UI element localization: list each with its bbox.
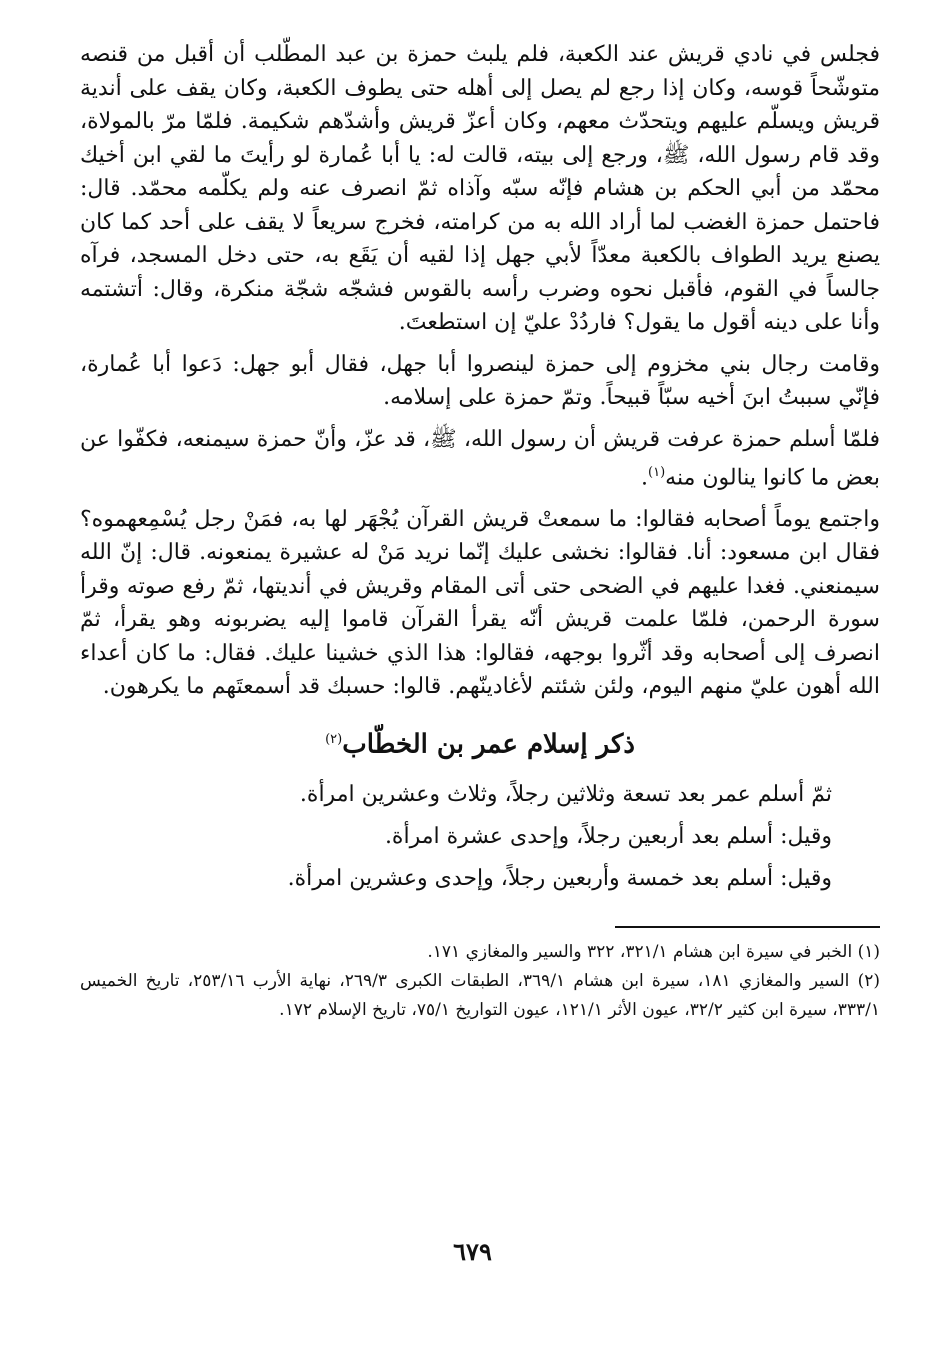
footnote-marker: (١) <box>648 465 666 480</box>
paragraph-text: فلمّا أسلم حمزة عرفت قريش أن رسول الله، ﷺ، قد عزّ، وأنّ حمزة سيمنعه، فكفّوا عن بعض ما كانوا ينالون منه <box>80 426 880 491</box>
body-paragraph: وقامت رجال بني مخزوم إلى حمزة لينصروا أبا جهل، فقال أبو جهل: دَعوا أبا عُمارة، فإنّي سببتُ ابنَ أخيه سبّاً قبيحاً. وتمّ حمزة على إسلامه. <box>80 351 880 410</box>
section-heading <box>325 716 635 769</box>
paragraph-end: . <box>641 465 649 491</box>
body-paragraph <box>80 423 880 495</box>
heading-text: ذكر إسلام عمر بن الخطّاب <box>342 729 635 760</box>
short-line: وقيل: أسلم بعد خمسة وأربعين رجلاً، وإحدى وعشرين امرأة. <box>287 866 832 892</box>
section-heading-wrap <box>80 716 880 769</box>
short-line: وقيل: أسلم بعد أربعين رجلاً، وإحدى عشرة امرأة. <box>384 824 832 850</box>
footnote: (٢) السير والمغازي ١٨١، سيرة ابن هشام ٣٦٩/١، الطبقات الكبرى ٢٦٩/٣، نهاية الأرب ٢٥٣/١٦، تاريخ الخميس ٣٣٣/١، سيرة ابن كثير ٣٢/٢، عيون الأثر ١٢١/١، عيون التواريخ ٧٥/١، تاريخ الإسلام ١٧٢. <box>80 971 880 1021</box>
book-page <box>80 38 880 1338</box>
body-paragraph: فجلس في نادي قريش عند الكعبة، فلم يلبث حمزة بن عبد المطّلب أن أقبل من قنصه متوشّحاً قوسه، وكان إذا رجع لم يصل إلى أهله حتى يطوف الكعبة، وكان يقف على أندية قريش ويسلّم عليهم ويتحدّث معهم، وكان أعزّ قريش وأشدّهم شكيمة. فلمّا مرّ بالمولاة، وقد قام رسول الله، ﷺ، ورجع إلى بيته، قالت له: يا أبا عُمارة لو رأيتَ ما لقي ابن أخيك محمّد من أبي الحكم بن هشام فإنّه سبّه وآذاه ثمّ انصرف عنه ولم يكلّمه محمّد. قال: فاحتمل حمزة الغضب لما أراد الله به من كرامته، فخرج سريعاً لا يقف على أحد كما كان يصنع يريد الطواف بالكعبة معدّاً لأبي جهل إذا لقيه أن يَقَع به، حتى دخل المسجد، فرآه جالساً في القوم، فأقبل نحوه وضرب رأسه بالقوس فشجّه شجّة منكرة، وقال: أتشتمه وأنا على دينه أقول ما يقول؟ فاردُدْ عليّ إن استطعتَ. <box>80 42 880 335</box>
footnote-divider <box>615 926 880 928</box>
footnotes <box>80 938 880 1025</box>
footnote-marker: (٢) <box>325 731 343 747</box>
page-number: ٦٧٩ <box>453 1237 492 1266</box>
body-paragraph: واجتمع يوماً أصحابه فقالوا: ما سمعتْ قريش القرآن يُجْهَر لها به، فمَنْ رجل يُسْمِعهموه؟ فقال ابن مسعود: أنا. فقالوا: نخشى عليك إنّما نريد مَنْ له عشيرة يمنعونه. قال: إنّ الله سيمنعني. فغدا عليهم في الضحى حتى أتى المقام وقريش في أنديتها، ثمّ رفع صوته وقرأ سورة الرحمن، فلمّا علمت قريش أنّه يقرأ القرآن قاموا إليه يضربونه وهو يقرأ، ثمّ انصرف إلى أصحابه وقد أثّروا بوجهه، فقالوا: هذا الذي خشينا عليك. فقال: ما كان أعداء الله أهون عليّ منهم اليوم، ولئن شئتم لأغادينّهم. قالوا: حسبك قد أسمعتَهم ما يكرهون. <box>80 506 880 700</box>
short-line: ثمّ أسلم عمر بعد تسعة وثلاثين رجلاً، وثلاث وعشرين امرأة. <box>299 782 832 808</box>
footnote: (١) الخبر في سيرة ابن هشام ٣٢١/١، ٣٢٢ والسير والمغازي ١٧١. <box>427 942 880 963</box>
